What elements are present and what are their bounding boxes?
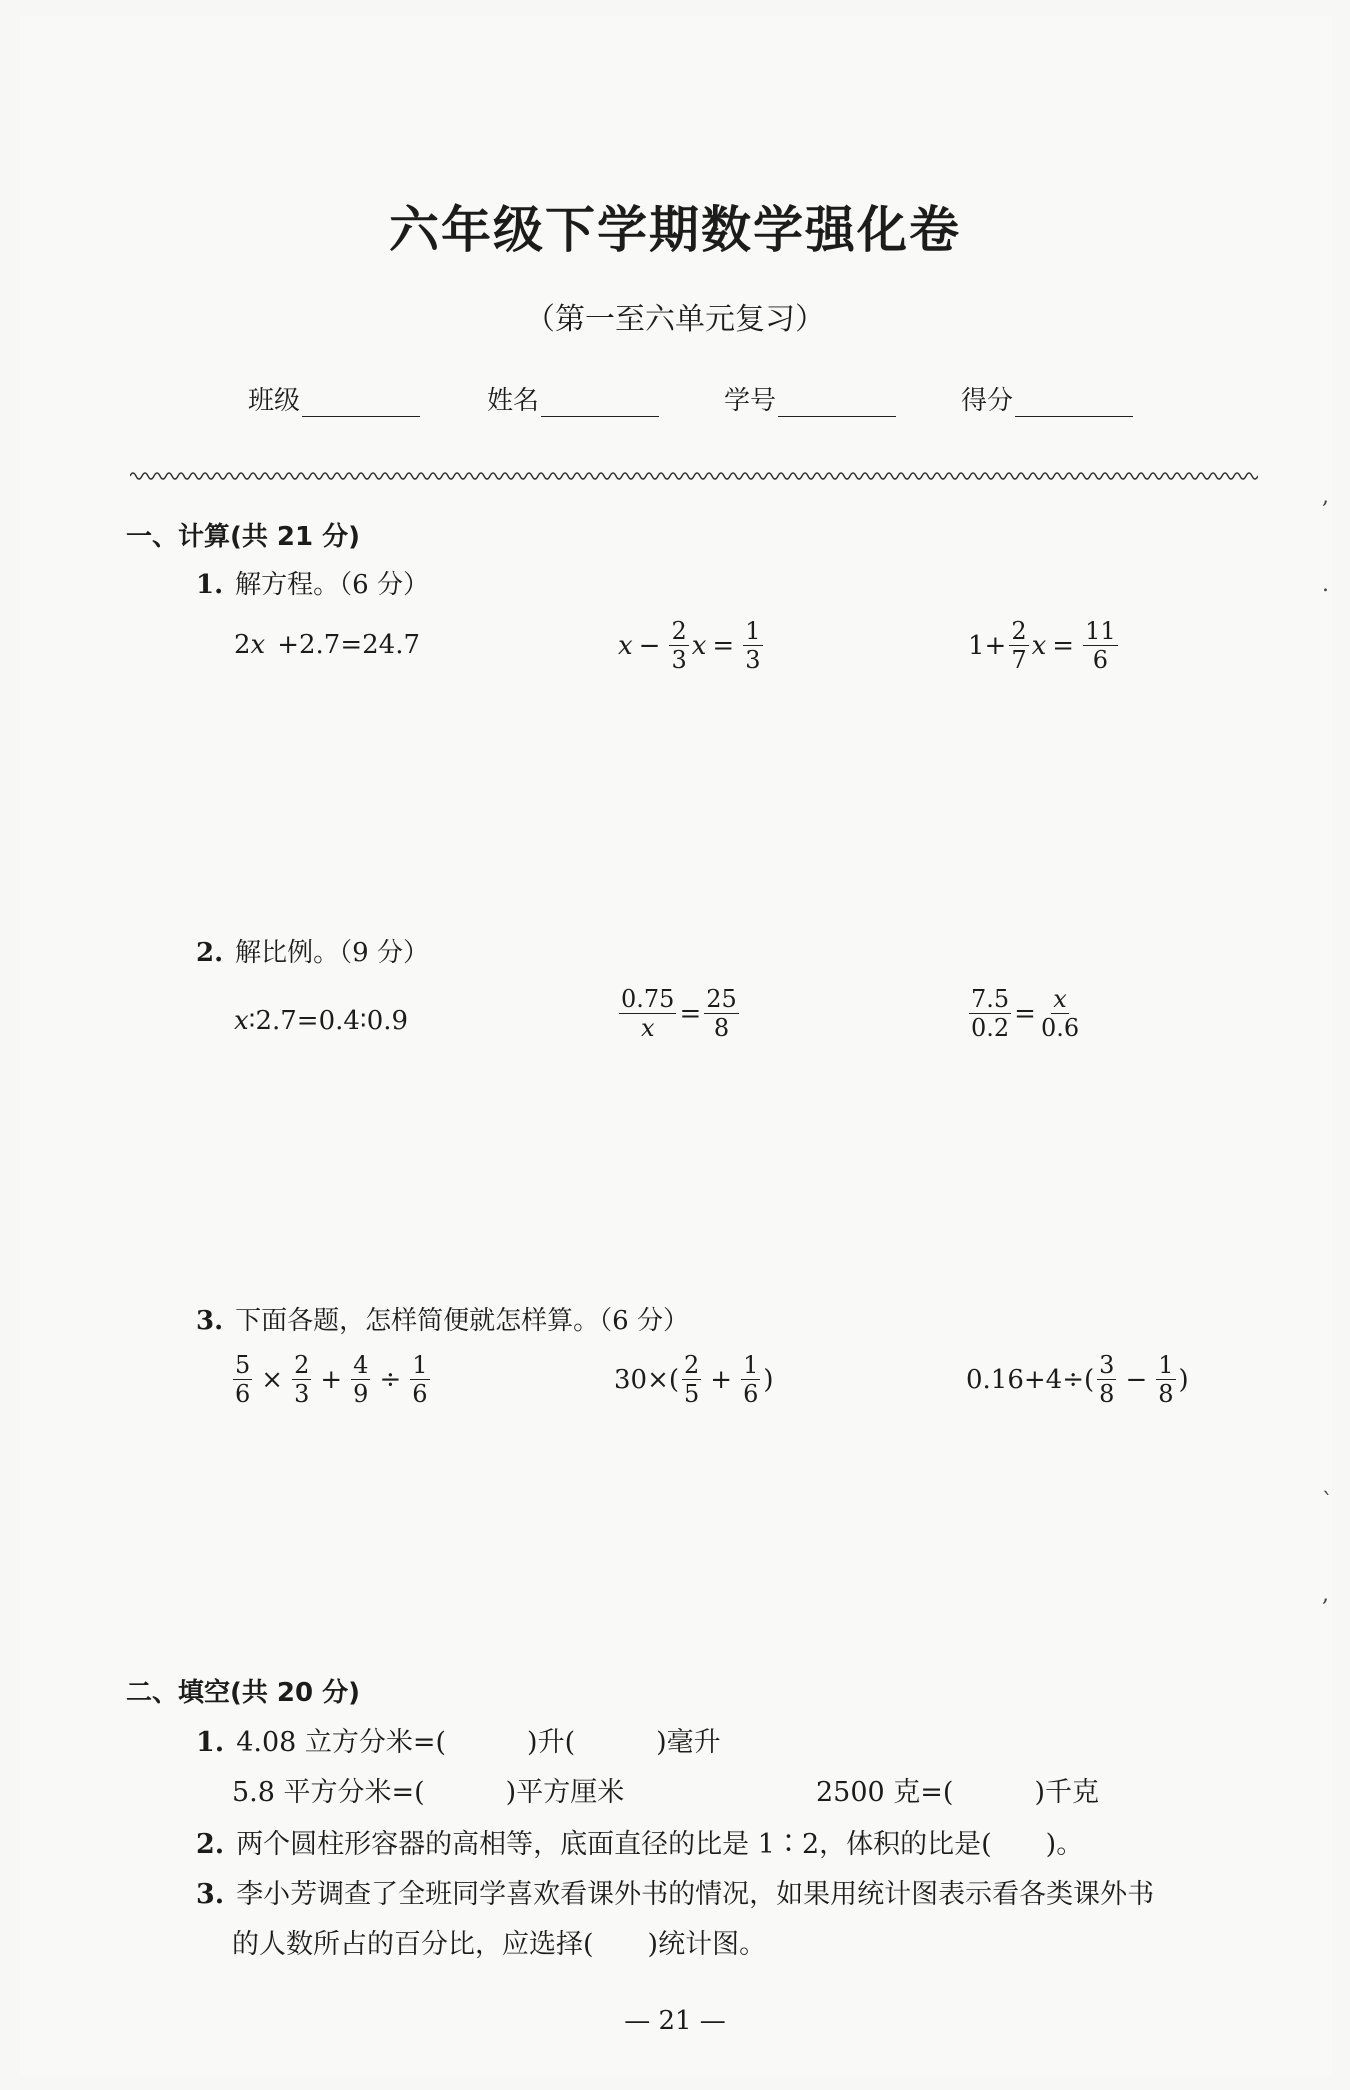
fraction: $\frac{x}{0.6}$	[1040, 985, 1080, 1043]
name-blank[interactable]	[541, 390, 659, 417]
score-blank[interactable]	[1015, 390, 1133, 417]
margin-mark: ,	[1322, 1582, 1329, 1607]
info-student-id: 学号	[724, 380, 896, 417]
equation-1b: x − $\frac{2}{3}$ x = $\frac{1}{3}$	[618, 617, 761, 675]
page-title: 六年级下学期数学强化卷	[389, 201, 961, 259]
class-blank[interactable]	[302, 390, 420, 417]
equation-1c: 1+ $\frac{2}{7}$ x = $\frac{11}{6}$	[968, 617, 1116, 675]
margin-mark: ,	[1322, 484, 1329, 509]
fraction: $\frac{2}{7}$	[1011, 617, 1027, 675]
equation-2c: $\frac{7.5}{0.2}$ = $\frac{x}{0.6}$	[971, 985, 1080, 1043]
fraction: $\frac{25}{8}$	[706, 985, 737, 1043]
fraction: $\frac{2}{3}$	[294, 1351, 310, 1409]
student-id-blank[interactable]	[778, 390, 896, 417]
fraction: $\frac{4}{9}$	[353, 1351, 369, 1409]
fraction: $\frac{1}{6}$	[743, 1351, 759, 1409]
fraction: $\frac{2}{3}$	[671, 617, 687, 675]
margin-mark: `	[1322, 1490, 1333, 1515]
equation-3a: $\frac{5}{6}$ × $\frac{2}{3}$ + $\frac{4}{9}$ ÷ $\frac{1}{6}$	[235, 1351, 428, 1409]
margin-mark: .	[1322, 572, 1329, 597]
page-number: — 21 —	[624, 2006, 726, 2036]
page-subtitle: （第一至六单元复习）	[525, 302, 825, 337]
equation-1a: 2 x +2.7=24.7	[234, 630, 421, 660]
wavy-divider	[130, 468, 1258, 484]
fraction: $\frac{0.75}{x}$	[621, 985, 675, 1043]
info-name: 姓名	[487, 380, 659, 417]
question-1-1: 1. 解方程。（6 分）	[196, 570, 429, 600]
equation-3c: 0.16+4÷( $\frac{3}{8}$ − $\frac{1}{8}$ )	[966, 1351, 1189, 1409]
fraction: $\frac{3}{8}$	[1099, 1351, 1115, 1409]
fill-question-3-line2: 的人数所占的百分比，应选择( )统计图。	[232, 1929, 767, 1960]
fill-question-2: 2. 两个圆柱形容器的高相等，底面直径的比是 1∶2，体积的比是( )。	[196, 1829, 1084, 1860]
fraction: $\frac{7.5}{0.2}$	[971, 985, 1010, 1043]
fraction: $\frac{1}{8}$	[1158, 1351, 1174, 1409]
equation-2b: $\frac{0.75}{x}$ = $\frac{25}{8}$	[621, 985, 737, 1043]
fraction: $\frac{11}{6}$	[1085, 617, 1116, 675]
equation-3b: 30×( $\frac{2}{5}$ + $\frac{1}{6}$ )	[614, 1351, 774, 1409]
fraction: $\frac{5}{6}$	[235, 1351, 251, 1409]
info-class: 班级	[248, 380, 420, 417]
question-1-2: 2. 解比例。（9 分）	[196, 938, 429, 968]
fraction: $\frac{2}{5}$	[684, 1351, 700, 1409]
fill-question-1-line2b: 2500 克=( )千克	[816, 1777, 1099, 1808]
equation-2a: x ∶2.7=0.4∶0.9	[234, 1006, 409, 1036]
section-2-heading: 二、填空(共 20 分)	[126, 1678, 361, 1708]
fill-question-1-line1: 1. 4.08 立方分米=( )升( )毫升	[196, 1727, 721, 1758]
question-1-3: 3. 下面各题，怎样简便就怎样算。（6 分）	[196, 1306, 689, 1336]
fraction: $\frac{1}{3}$	[745, 617, 761, 675]
info-score: 得分	[961, 380, 1133, 417]
section-1-heading: 一、计算(共 21 分)	[126, 522, 361, 552]
fill-question-1-line2a: 5.8 平方分米=( )平方厘米	[232, 1777, 625, 1808]
fill-question-3-line1: 3. 李小芳调查了全班同学喜欢看课外书的情况，如果用统计图表示看各类课外书	[196, 1879, 1155, 1910]
fraction: $\frac{1}{6}$	[412, 1351, 428, 1409]
